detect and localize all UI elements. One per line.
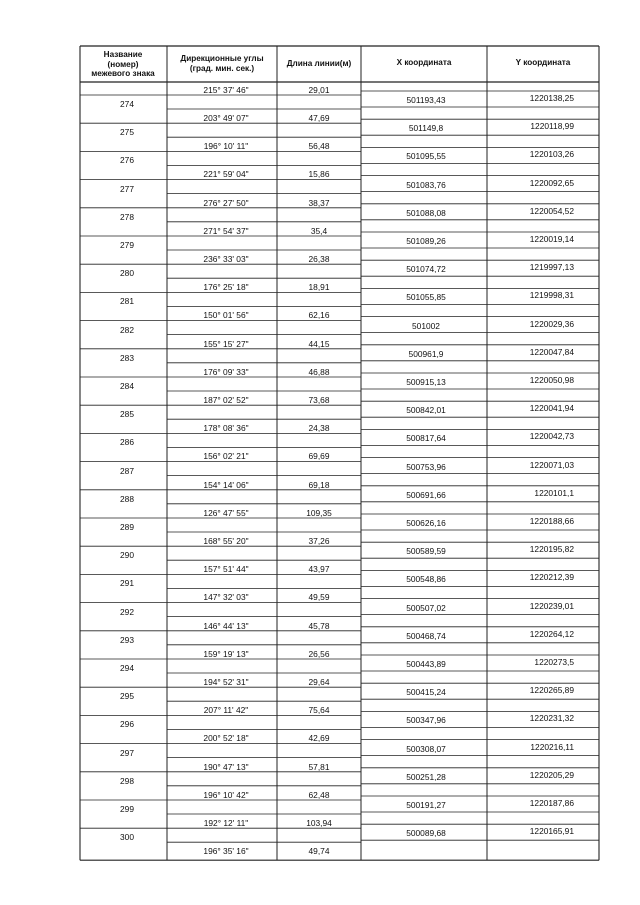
y-coordinate: 1220138,25 <box>529 93 574 103</box>
point-number: 283 <box>120 352 134 363</box>
segment-angle: 150° 01' 56" <box>203 310 249 321</box>
segment-angle: 221° 59' 04" <box>203 169 249 180</box>
y-coordinate: 1220165,91 <box>529 826 574 837</box>
x-coordinate: 500251,28 <box>406 771 446 782</box>
point-number: 287 <box>120 465 134 476</box>
y-coordinate: 1220273,5 <box>534 657 574 667</box>
segment-length: 24,38 <box>308 423 330 434</box>
y-coordinate: 1219997,13 <box>529 262 574 273</box>
segment-length: 75,64 <box>308 705 330 716</box>
segment-length: 73,68 <box>308 395 330 405</box>
segment-angle: 146° 44' 13" <box>203 620 249 631</box>
segment-length: 69,18 <box>308 479 330 490</box>
segment-length: 69,69 <box>308 451 330 462</box>
segment-length: 29,64 <box>308 677 330 687</box>
y-coordinate: 1220103,26 <box>529 149 574 160</box>
segment-angle: 196° 10' 11" <box>203 141 249 152</box>
x-coordinate: 500915,13 <box>406 377 446 387</box>
segment-angle: 155° 15' 27" <box>203 338 249 349</box>
header-name: Название (номер) межевого знака <box>91 50 155 78</box>
point-number: 294 <box>120 663 134 673</box>
segment-length: 47,69 <box>308 113 330 123</box>
header-x: X координата <box>396 58 452 67</box>
point-number: 292 <box>120 606 134 617</box>
segment-angle: 187° 02' 52" <box>203 395 249 405</box>
y-coordinate: 1220195,82 <box>529 544 574 555</box>
segment-angle: 176° 25' 18" <box>203 282 249 293</box>
header-length: Длина линии(м) <box>286 59 352 68</box>
y-coordinate: 1220047,84 <box>529 346 574 357</box>
y-coordinate: 1220019,14 <box>529 234 574 244</box>
point-number: 277 <box>120 183 134 194</box>
segment-angle: 207° 11' 42" <box>203 705 249 716</box>
segment-angle: 178° 08' 36" <box>203 423 249 434</box>
segment-angle: 236° 33' 03" <box>203 254 249 264</box>
x-coordinate: 500753,96 <box>406 461 446 472</box>
header-angle: Дирекционные углы (град. мин. сек.) <box>180 54 264 73</box>
segment-length: 29,01 <box>308 85 330 95</box>
y-coordinate: 1220118,99 <box>530 121 574 132</box>
segment-angle: 196° 10' 42" <box>203 789 249 800</box>
point-number: 293 <box>120 634 134 645</box>
x-coordinate: 500691,66 <box>406 489 446 500</box>
x-coordinate: 500589,59 <box>406 546 446 557</box>
segment-angle: 271° 54' 37" <box>203 225 249 236</box>
x-coordinate: 500961,9 <box>408 348 444 359</box>
x-coordinate: 500817,64 <box>406 433 446 444</box>
point-number: 300 <box>120 832 134 843</box>
point-number: 282 <box>120 324 134 335</box>
y-coordinate: 1220187,86 <box>529 798 574 808</box>
y-coordinate: 1220050,98 <box>529 375 574 385</box>
y-coordinate: 1220216,11 <box>530 741 574 752</box>
segment-angle: 203° 49' 07" <box>203 113 249 123</box>
y-coordinate: 1220205,29 <box>529 769 574 780</box>
point-number: 288 <box>120 493 134 504</box>
point-number: 296 <box>120 719 134 730</box>
segment-length: 35,4 <box>310 225 328 236</box>
point-number: 299 <box>120 804 134 814</box>
y-coordinate: 1220264,12 <box>529 628 574 639</box>
segment-length: 15,86 <box>308 169 330 180</box>
point-number: 298 <box>120 775 134 786</box>
point-number: 276 <box>120 155 134 166</box>
x-coordinate: 500191,27 <box>406 800 446 810</box>
segment-angle: 194° 52' 31" <box>203 677 249 687</box>
segment-angle: 147° 32' 03" <box>203 592 249 603</box>
y-coordinate: 1220239,01 <box>529 600 574 611</box>
x-coordinate: 500415,24 <box>406 687 446 698</box>
segment-length: 46,88 <box>308 366 330 377</box>
y-coordinate: 1220042,73 <box>529 431 574 442</box>
segment-angle: 196° 35' 16" <box>203 846 249 857</box>
point-number: 285 <box>120 409 134 420</box>
x-coordinate: 501074,72 <box>406 264 446 275</box>
header-y: Y координата <box>515 58 571 67</box>
segment-length: 45,78 <box>308 620 330 631</box>
segment-length: 49,74 <box>308 846 330 857</box>
y-coordinate: 1219998,31 <box>529 290 574 301</box>
segment-angle: 176° 09' 33" <box>203 366 249 377</box>
segment-length: 57,81 <box>308 761 330 772</box>
x-coordinate: 500468,74 <box>406 630 446 641</box>
segment-length: 26,38 <box>308 254 330 264</box>
x-coordinate: 501089,26 <box>406 236 446 246</box>
point-number: 291 <box>120 578 134 589</box>
point-number: 274 <box>120 99 134 109</box>
x-coordinate: 500347,96 <box>406 715 446 726</box>
point-number: 284 <box>120 381 134 391</box>
point-number: 286 <box>120 437 134 448</box>
point-number: 281 <box>120 296 134 307</box>
segment-angle: 190° 47' 13" <box>203 761 249 772</box>
point-number: 297 <box>120 747 134 758</box>
segment-length: 109,35 <box>306 507 332 518</box>
x-coordinate: 501193,43 <box>406 95 446 105</box>
point-number: 295 <box>120 691 134 702</box>
segment-length: 49,59 <box>308 592 330 603</box>
segment-angle: 157° 51' 44" <box>203 564 249 575</box>
segment-angle: 154° 14' 06" <box>203 479 249 490</box>
segment-angle: 200° 52' 18" <box>203 733 249 744</box>
point-number: 278 <box>120 211 134 222</box>
segment-length: 26,56 <box>308 648 330 659</box>
point-number: 289 <box>120 522 134 532</box>
segment-angle: 276° 27' 50" <box>203 197 249 208</box>
x-coordinate: 500626,16 <box>406 518 446 528</box>
segment-length: 37,26 <box>308 536 330 546</box>
x-coordinate: 501088,08 <box>406 207 446 218</box>
x-coordinate: 501055,85 <box>406 292 446 303</box>
point-number: 279 <box>120 240 134 250</box>
y-coordinate: 1220071,03 <box>529 459 574 470</box>
segment-angle: 159° 19' 13" <box>203 648 249 659</box>
x-coordinate: 501095,55 <box>406 151 446 162</box>
segment-angle: 156° 02' 21" <box>203 451 249 462</box>
segment-length: 38,37 <box>308 197 330 208</box>
y-coordinate: 1220054,52 <box>529 205 574 216</box>
y-coordinate: 1220231,32 <box>529 713 574 724</box>
y-coordinate: 1220092,65 <box>529 177 574 188</box>
x-coordinate: 500089,68 <box>406 828 446 839</box>
x-coordinate: 500548,86 <box>406 574 446 585</box>
segment-angle: 192° 12' 11" <box>203 818 249 828</box>
point-number: 275 <box>120 127 134 138</box>
x-coordinate: 501002 <box>412 320 440 331</box>
segment-length: 103,94 <box>306 818 332 828</box>
point-number: 290 <box>120 550 134 561</box>
y-coordinate: 1220212,39 <box>529 572 574 583</box>
x-coordinate: 500842,01 <box>406 405 446 416</box>
segment-length: 56,48 <box>308 141 330 152</box>
y-coordinate: 1220029,36 <box>529 318 574 329</box>
x-coordinate: 501083,76 <box>406 179 446 190</box>
y-coordinate: 1220101,1 <box>534 487 574 498</box>
segment-angle: 168° 55' 20" <box>203 536 249 546</box>
segment-length: 62,48 <box>308 789 330 800</box>
segment-length: 43,97 <box>308 564 330 575</box>
segment-length: 44,15 <box>308 338 330 349</box>
segment-length: 62,16 <box>308 310 330 321</box>
x-coordinate: 500507,02 <box>406 602 446 613</box>
segment-length: 42,69 <box>308 733 330 744</box>
x-coordinate: 501149,8 <box>408 123 444 134</box>
segment-angle: 215° 37' 46" <box>203 85 249 95</box>
segment-angle: 126° 47' 55" <box>203 507 249 518</box>
y-coordinate: 1220188,66 <box>529 516 574 526</box>
x-coordinate: 500443,89 <box>406 659 446 669</box>
y-coordinate: 1220041,94 <box>529 403 574 414</box>
x-coordinate: 500308,07 <box>406 743 446 754</box>
y-coordinate: 1220265,89 <box>529 685 574 696</box>
segment-length: 18,91 <box>308 282 330 293</box>
point-number: 280 <box>120 268 134 279</box>
